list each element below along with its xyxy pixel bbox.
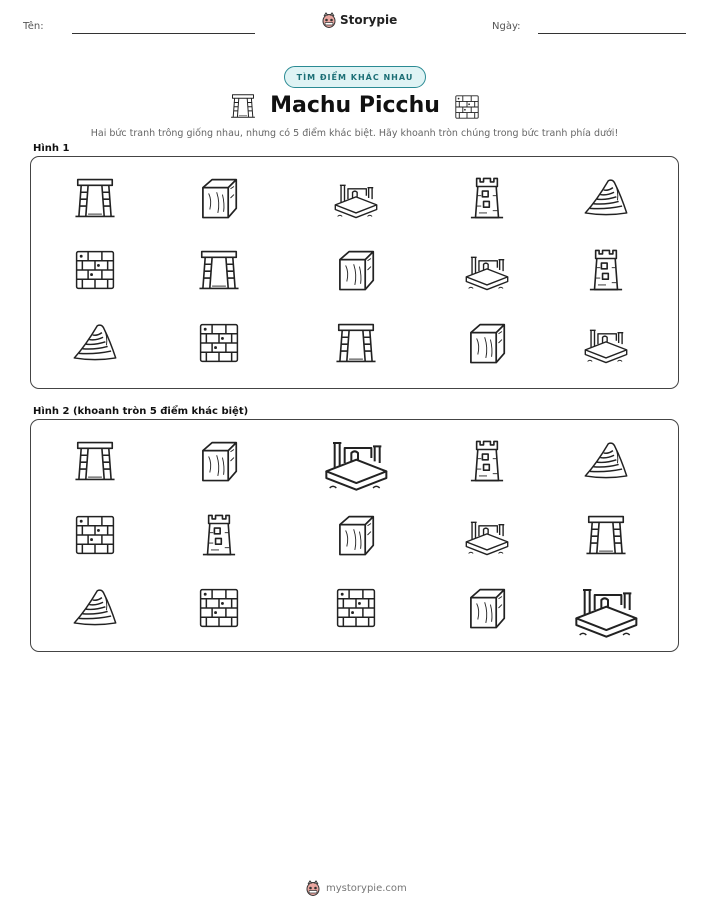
date-label: Ngày: [492, 21, 521, 32]
stone-block-icon[interactable] [333, 512, 379, 558]
logo-text: Storypie [340, 13, 398, 27]
gateway-icon[interactable] [72, 438, 118, 484]
stone-block-icon[interactable] [464, 585, 510, 631]
page-title: Machu Picchu [270, 93, 440, 118]
ruins-icon[interactable] [464, 247, 510, 293]
worksheet-badge: TÌM ĐIỂM KHÁC NHAU [284, 66, 426, 88]
mountain-icon[interactable] [583, 175, 629, 221]
stone-block-icon[interactable] [464, 320, 510, 366]
brick-wall-icon[interactable] [333, 585, 379, 631]
tower-icon[interactable] [583, 247, 629, 293]
stone-block-icon[interactable] [196, 438, 242, 484]
brick-wall-icon[interactable] [72, 247, 118, 293]
gateway-icon[interactable] [333, 320, 379, 366]
tower-icon[interactable] [464, 175, 510, 221]
footer [306, 880, 407, 896]
ruins-icon[interactable] [323, 428, 390, 495]
footer-site: mystorypie.com [326, 882, 407, 894]
picture2-label: Hình 2 (khoanh tròn 5 điểm khác biệt) [33, 406, 249, 417]
storypie-mascot-icon [322, 12, 336, 28]
ruins-icon[interactable] [464, 512, 510, 558]
stone-block-icon[interactable] [196, 175, 242, 221]
stone-block-icon[interactable] [333, 247, 379, 293]
ruins-icon[interactable] [573, 575, 640, 642]
storypie-mascot-icon [306, 880, 320, 896]
name-label: Tên: [23, 21, 44, 32]
gateway-icon[interactable] [196, 247, 242, 293]
instructions: Hai bức tranh trông giống nhau, nhưng có 5 điểm khác biệt. Hãy khoanh tròn chúng trong bức tranh phía dưới! [90, 128, 619, 139]
mountain-icon[interactable] [72, 585, 118, 631]
tower-icon[interactable] [464, 438, 510, 484]
storypie-logo [322, 12, 397, 28]
name-line[interactable] [72, 33, 255, 34]
brick-wall-icon[interactable] [72, 512, 118, 558]
title-brick-wall-icon [453, 93, 481, 125]
ruins-icon[interactable] [583, 320, 629, 366]
gateway-icon[interactable] [72, 175, 118, 221]
picture1-label: Hình 1 [33, 143, 70, 154]
tower-icon[interactable] [196, 512, 242, 558]
mountain-icon[interactable] [72, 320, 118, 366]
brick-wall-icon[interactable] [196, 585, 242, 631]
mountain-icon[interactable] [583, 438, 629, 484]
gateway-icon[interactable] [583, 512, 629, 558]
ruins-icon[interactable] [333, 175, 379, 221]
brick-wall-icon[interactable] [196, 320, 242, 366]
date-line[interactable] [538, 33, 686, 34]
